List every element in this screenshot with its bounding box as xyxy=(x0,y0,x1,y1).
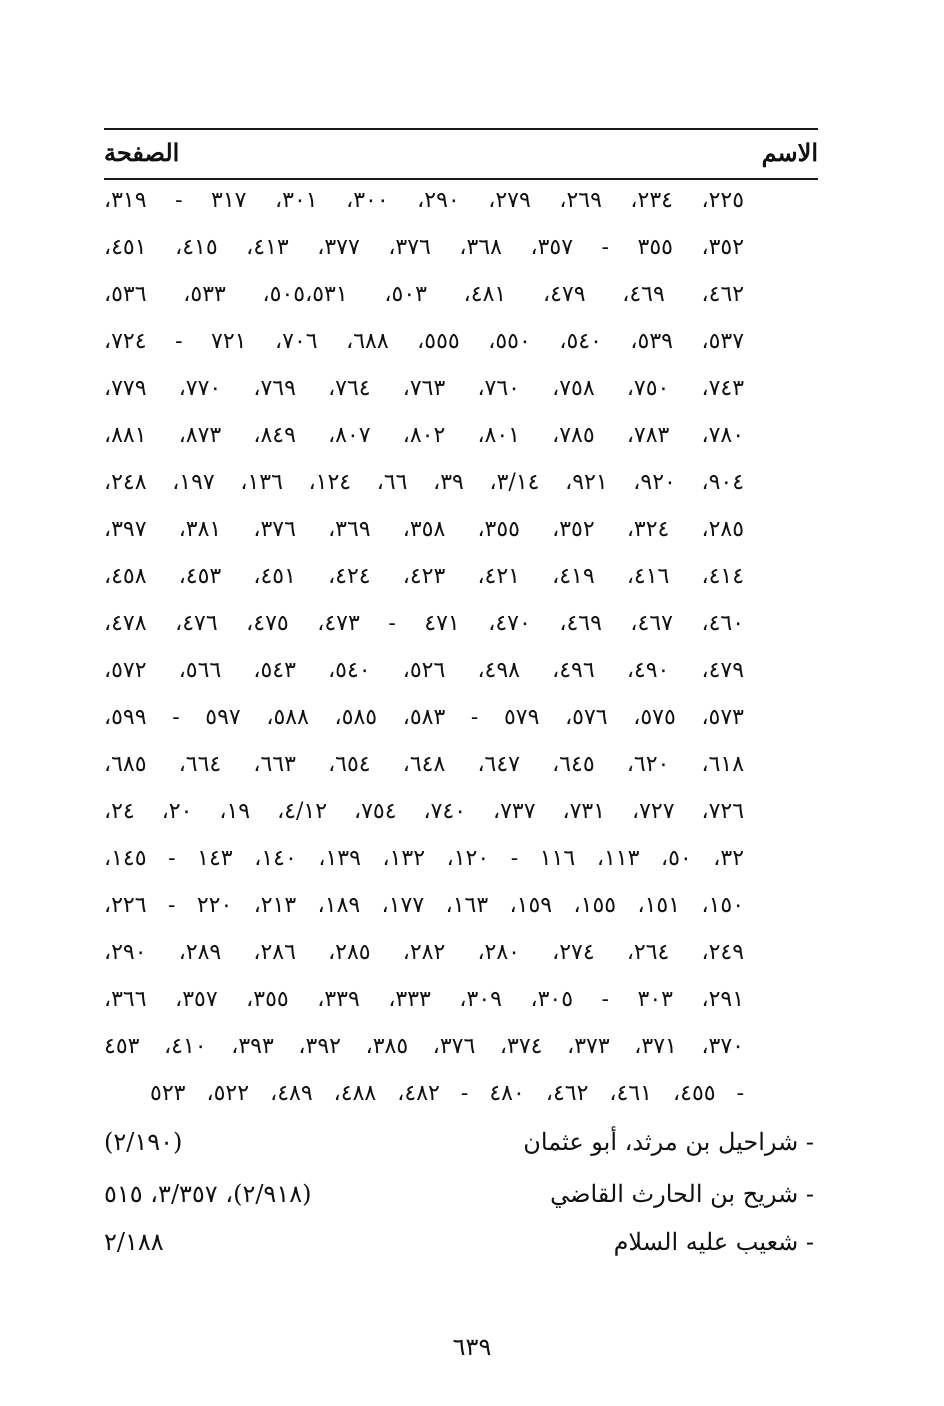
index-entry-reference: (٢/٩١٨)، ٣/٣٥٧، ٥١٥ xyxy=(104,1180,312,1208)
index-entry-name: - شراحيل بن مرثد، أبو عثمان xyxy=(523,1128,814,1156)
page-numbers-line: ٤٦٠، ٤٦٧، ٤٦٩، ٤٧٠، ٤٧١ - ٤٧٣، ٤٧٥، ٤٧٦، ٤٧٨، xyxy=(104,611,745,636)
page-numbers-line: ٤٧٩، ٤٩٠، ٤٩٦، ٤٩٨، ٥٢٦، ٥٤٠، ٥٤٣، ٥٦٦، ٥٧٢، xyxy=(104,658,745,683)
page-numbers-line: ٥٧٣، ٥٧٥، ٥٧٦، ٥٧٩ - ٥٨٣، ٥٨٥، ٥٨٨، ٥٩٧ - ٥٩٩، xyxy=(104,705,744,730)
page-numbers-line: ٧٢٦، ٧٢٧، ٧٣١، ٧٣٧، ٧٤٠، ٧٥٤، ٤/١٢، ١٩، ٢٠، ٢٤، xyxy=(104,799,745,824)
page-numbers-line: ٦١٨، ٦٢٠، ٦٤٥، ٦٤٧، ٦٤٨، ٦٥٤، ٦٦٣، ٦٦٤، ٦٨٥، xyxy=(104,752,745,777)
index-header xyxy=(104,128,818,180)
page-numbers-line: ٢٢٥، ٢٣٤، ٢٦٩، ٢٧٩، ٢٩٠، ٣٠٠، ٣٠١، ٣١٧ - ٣١٩، xyxy=(104,188,745,213)
index-entry-reference: ٢/١٨٨ xyxy=(104,1228,164,1256)
index-entry-name: - شعيب عليه السلام xyxy=(613,1228,814,1256)
page-numbers-line: ٣٢، ٥٠، ١١٣، ١١٦ - ١٢٠، ١٣٢، ١٣٩، ١٤٠، ١٤٣ - ١٤٥، xyxy=(104,846,745,871)
name-column-label: الاسم xyxy=(761,138,818,167)
page-numbers-line: ٤٦٢، ٤٦٩، ٤٧٩، ٤٨١، ٥٠٣، ٥٠٥،٥٣١، ٥٣٣، ٥٣٦، xyxy=(104,282,745,307)
page-numbers-line: ٢٤٩، ٢٦٤، ٢٧٤، ٢٨٠، ٢٨٢، ٢٨٥، ٢٨٦، ٢٨٩، ٢٩٠، xyxy=(104,940,745,965)
index-entry-reference: (٢/١٩٠) xyxy=(104,1128,183,1156)
page-number: ٦٣٩ xyxy=(452,1333,492,1361)
page-column-label: الصفحة xyxy=(104,138,180,167)
page-numbers-line: ٢٩١، ٣٠٣ - ٣٠٥، ٣٠٩، ٣٣٣، ٣٣٩، ٣٥٥، ٣٥٧، ٣٦٦، xyxy=(104,987,745,1012)
page-numbers-line: ٥٣٧، ٥٣٩، ٥٤٠، ٥٥٠، ٥٥٥، ٦٨٨، ٧٠٦، ٧٢١ - ٧٢٤، xyxy=(104,329,745,354)
page-numbers-line: ٣٧٠، ٣٧١، ٣٧٣، ٣٧٤، ٣٧٦، ٣٨٥، ٣٩٢، ٣٩٣، ٤١٠، ٤٥٣ xyxy=(104,1034,744,1059)
page-numbers-line: ٢٨٥، ٣٢٤، ٣٥٢، ٣٥٥، ٣٥٨، ٣٦٩، ٣٧٦، ٣٨١، ٣٩٧، xyxy=(104,517,745,542)
index-entry-name: - شريح بن الحارث القاضي xyxy=(550,1180,814,1208)
page-numbers-line: ٤١٤، ٤١٦، ٤١٩، ٤٢١، ٤٢٣، ٤٢٤، ٤٥١، ٤٥٣، ٤٥٨، xyxy=(104,564,745,589)
page-numbers-line: - ٤٥٥، ٤٦١، ٤٦٢، ٤٨٠ - ٤٨٢، ٤٨٨، ٤٨٩، ٥٢٢، ٥٢٣ xyxy=(150,1081,745,1106)
page-numbers-line: ٩٠٤، ٩٢٠، ٩٢١، ٣/١٤، ٣٩، ٦٦، ١٢٤، ١٣٦، ١٩٧، ٢٤٨، xyxy=(104,470,745,495)
page-numbers-line: ٧٤٣، ٧٥٠، ٧٥٨، ٧٦٠، ٧٦٣، ٧٦٤، ٧٦٩، ٧٧٠، ٧٧٩، xyxy=(104,376,745,401)
page-numbers-line: ٣٥٢، ٣٥٥ - ٣٥٧، ٣٦٨، ٣٧٦، ٣٧٧، ٤١٣، ٤١٥، ٤٥١، xyxy=(104,235,745,260)
page-numbers-line: ٧٨٠، ٧٨٣، ٧٨٥، ٨٠١، ٨٠٢، ٨٠٧، ٨٤٩، ٨٧٣، ٨٨١، xyxy=(104,423,745,448)
page-numbers-line: ١٥٠، ١٥١، ١٥٥، ١٥٩، ١٦٣، ١٧٧، ١٨٩، ٢١٣، ٢٢٠ - ٢٢٦، xyxy=(104,893,745,918)
